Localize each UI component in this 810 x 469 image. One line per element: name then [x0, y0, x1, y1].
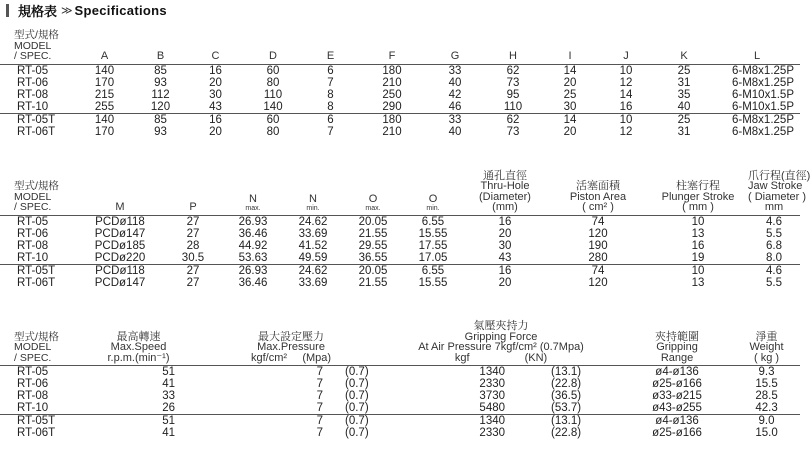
table-cell: (22.8): [551, 378, 582, 390]
model-header: 型式/規格 MODEL / SPEC.: [14, 29, 59, 62]
table-cell: 7: [316, 378, 323, 390]
table-cell: 49.59: [298, 251, 328, 264]
col-header-p: P: [189, 201, 197, 213]
table-cell: 85: [133, 64, 188, 77]
table-cell: 20: [498, 276, 512, 289]
table-cell: 41: [162, 427, 175, 439]
table-cell: 120: [588, 227, 608, 240]
table-cell: 28.5: [755, 390, 778, 402]
model-cell: RT-10: [17, 402, 49, 414]
table-cell: 24.62: [284, 215, 342, 228]
table-cell: 40: [677, 100, 691, 113]
table-cell: (0.7): [345, 427, 369, 439]
table-cell: 5480: [479, 402, 506, 414]
table-cell: 51: [76, 415, 201, 428]
table-cell: 74: [548, 215, 648, 228]
table-cell: 36.46: [238, 276, 268, 289]
table-cell: 7: [327, 76, 334, 89]
col-header-piston-area: 活塞面積 Piston Area ( cm² ): [569, 180, 627, 213]
col-header: A: [100, 50, 109, 62]
table-cell: PCDø147: [94, 276, 146, 289]
table-cell: 13: [691, 227, 705, 240]
table-cell: 10: [598, 64, 654, 77]
table-cell: (0.7): [345, 390, 369, 402]
table-cell: 6-M10x1.5P: [731, 88, 794, 101]
table-cell: 255: [94, 100, 115, 113]
table-cell: 3730: [479, 390, 506, 402]
table-cell: 110: [503, 100, 523, 113]
col-header-n-max: N max.: [245, 193, 261, 212]
table-cell: 1340: [381, 415, 511, 428]
table-cell: 26.93: [222, 215, 284, 228]
table-cell: 36.55: [358, 251, 388, 264]
table-cell: 46: [448, 100, 462, 113]
table-cell: 62: [484, 64, 542, 77]
table-cell: 6-M8x1.25P: [714, 113, 800, 126]
table-cell: ø25-ø166: [652, 427, 702, 439]
col-header: J: [623, 50, 629, 62]
table-cell: 21.55: [358, 276, 388, 289]
table-cell: 25: [654, 64, 714, 77]
table-cell: 26.93: [222, 264, 284, 277]
model-cell: RT-06T: [17, 125, 56, 138]
table-cell: PCDø220: [94, 251, 146, 264]
table-cell: 16: [462, 215, 548, 228]
table-cell: 20.05: [342, 264, 404, 277]
model-cell: RT-06: [17, 76, 49, 89]
table-cell: 16: [188, 113, 243, 126]
col-header: C: [211, 50, 220, 62]
table-cell: (22.8): [551, 427, 582, 439]
table-cell: 4.6: [748, 264, 800, 277]
table-cell: 60: [243, 64, 303, 77]
table-cell: 6-M8x1.25P: [731, 76, 794, 89]
spec-table-performance: [0, 321, 800, 439]
table-cell: 35: [677, 88, 691, 101]
table-cell: 27: [164, 215, 222, 228]
model-cell: RT-08: [17, 390, 49, 402]
table-cell: 180: [358, 64, 426, 77]
table-cell: 140: [263, 100, 283, 113]
col-header: D: [269, 50, 277, 62]
table-cell: 62: [484, 113, 542, 126]
table-cell: 10: [648, 264, 748, 277]
table-cell: PCDø118: [76, 215, 164, 228]
table-row: [0, 228, 800, 240]
table-cell: 31: [677, 76, 691, 89]
table-cell: PCDø147: [94, 227, 146, 240]
table-cell: 27: [186, 276, 200, 289]
table-cell: 74: [548, 264, 648, 277]
table-row: [0, 77, 800, 89]
table-cell: 6.55: [404, 215, 462, 228]
table-cell: ø33-ø215: [652, 390, 702, 402]
table-row: [0, 215, 800, 228]
table-row: [0, 264, 800, 277]
table-cell: PCDø185: [94, 239, 146, 252]
model-cell: RT-05: [0, 64, 76, 77]
table-cell: 93: [154, 76, 167, 89]
title-chinese: 規格表: [18, 4, 58, 20]
table-cell: 20: [563, 76, 577, 89]
model-header: 型式/規格 MODEL / SPEC.: [14, 330, 59, 364]
table-cell: 51: [76, 366, 201, 379]
table-cell: 250: [382, 88, 402, 101]
table-row: [0, 402, 800, 415]
table-row: [0, 113, 800, 126]
table-cell: 30: [563, 100, 577, 113]
table-cell: 53.63: [238, 251, 268, 264]
table-cell: (0.7): [331, 415, 381, 428]
col-header: I: [568, 50, 572, 62]
table-cell: 12: [619, 125, 633, 138]
table-cell: (0.7): [331, 366, 381, 379]
table-cell: ø4-ø136: [621, 366, 733, 379]
table-cell: 5.5: [766, 276, 782, 289]
table-cell: 6-M8x1.25P: [714, 64, 800, 77]
table-cell: 9.0: [733, 415, 800, 428]
table-cell: 41: [162, 378, 175, 390]
table-cell: 7: [327, 125, 334, 138]
table-cell: ø43-ø255: [652, 402, 702, 414]
table-cell: 170: [94, 125, 115, 138]
table-cell: 1340: [381, 366, 511, 379]
table-cell: 16: [462, 264, 548, 277]
table-cell: 29.55: [358, 239, 388, 252]
table-row: [0, 277, 800, 289]
table-cell: 95: [506, 88, 520, 101]
table-cell: 43: [209, 100, 222, 113]
col-header-n-min: N min.: [306, 193, 320, 212]
table-cell: 30: [498, 239, 512, 252]
model-cell: RT-05: [0, 366, 76, 379]
table-cell: 20: [209, 125, 222, 138]
col-header-thru-hole: 通孔直徑 Thru-Hole (Diameter) (mm): [479, 169, 531, 213]
table-cell: 15.0: [755, 427, 778, 439]
table-cell: 140: [76, 113, 133, 126]
table-cell: 10: [598, 113, 654, 126]
table-cell: 8: [327, 88, 334, 101]
table-cell: 6.55: [404, 264, 462, 277]
table-cell: 24.62: [284, 264, 342, 277]
table-cell: 80: [266, 125, 280, 138]
title-bar-marker: [6, 4, 9, 17]
spec-table-mounting: [0, 169, 810, 289]
table-cell: 190: [588, 239, 608, 252]
table-cell: 14: [542, 64, 598, 77]
table-cell: PCDø118: [76, 264, 164, 277]
table-cell: 15.55: [418, 276, 448, 289]
table-cell: 42: [448, 88, 462, 101]
table-cell: 210: [382, 76, 402, 89]
col-header-max-pressure: 最大設定壓力 Max.Pressure kgf/cm² (Mpa): [250, 330, 332, 364]
table-cell: 16: [188, 64, 243, 77]
table-cell: 20: [498, 227, 512, 240]
table-cell: 20: [563, 125, 577, 138]
table-row: [0, 64, 800, 77]
table-cell: ø4-ø136: [621, 415, 733, 428]
table-cell: 27: [164, 264, 222, 277]
table-cell: 33: [426, 64, 484, 77]
table-cell: (13.1): [511, 415, 621, 428]
table-cell: 33.69: [298, 276, 328, 289]
table-cell: 33: [426, 113, 484, 126]
table-cell: 120: [150, 100, 171, 113]
model-cell: RT-06T: [17, 276, 56, 289]
col-header-jaw-stroke: 爪行程(直徑) Jaw Stroke ( Diameter ) mm: [748, 169, 810, 213]
table-cell: 43: [498, 251, 512, 264]
table-row: [0, 89, 800, 101]
table-cell: 7: [316, 390, 323, 402]
table-cell: ø25-ø166: [652, 378, 702, 390]
table-cell: 120: [588, 276, 608, 289]
spec-table-dimensions: [0, 19, 800, 138]
table-cell: 6.8: [766, 239, 782, 252]
col-header: K: [680, 50, 688, 62]
title-arrow: ≫: [61, 4, 73, 17]
col-header-o-min: O min.: [426, 193, 440, 212]
table-row: [0, 415, 800, 428]
table-cell: 30: [209, 88, 222, 101]
table-cell: 15.5: [755, 378, 778, 390]
model-cell: RT-08: [17, 239, 49, 252]
table-cell: 170: [94, 76, 115, 89]
col-header: H: [509, 50, 517, 62]
model-cell: RT-10: [17, 100, 49, 113]
table-cell: 210: [382, 125, 402, 138]
table-row: [0, 252, 800, 265]
table-cell: 9.3: [733, 366, 800, 379]
table-cell: 80: [266, 76, 280, 89]
table-cell: 4.6: [748, 215, 800, 228]
table-row: [0, 427, 800, 439]
table-row: [0, 101, 800, 114]
table-cell: 7: [201, 366, 331, 379]
table-cell: 280: [588, 251, 608, 264]
table-cell: 8.0: [766, 251, 782, 264]
table-cell: 42.3: [755, 402, 778, 414]
table-cell: 15.55: [418, 227, 448, 240]
table-cell: 27: [186, 227, 200, 240]
col-header: L: [753, 50, 761, 62]
table-row: [0, 240, 800, 252]
model-cell: RT-05: [0, 215, 76, 228]
table-cell: (13.1): [511, 366, 621, 379]
table-cell: 140: [76, 64, 133, 77]
table-cell: 20.05: [342, 215, 404, 228]
col-header: F: [388, 50, 396, 62]
table-cell: 10: [648, 215, 748, 228]
model-cell: RT-05T: [0, 113, 76, 126]
table-cell: 19: [691, 251, 705, 264]
table-cell: 6: [303, 113, 358, 126]
table-cell: 16: [691, 239, 705, 252]
table-cell: 33: [162, 390, 175, 402]
model-cell: RT-06: [17, 378, 49, 390]
col-header-m: M: [115, 201, 125, 213]
table-cell: 21.55: [358, 227, 388, 240]
table-cell: 93: [154, 125, 167, 138]
col-header: G: [450, 50, 460, 62]
col-header-plunger-stroke: 柱塞行程 Plunger Stroke ( mm ): [661, 180, 735, 213]
table-row: [0, 126, 800, 138]
table-cell: 110: [263, 88, 283, 101]
model-header: 型式/規格 MODEL / SPEC.: [14, 180, 59, 213]
table-cell: 16: [619, 100, 633, 113]
table-cell: 40: [448, 76, 462, 89]
table-cell: 5.5: [766, 227, 782, 240]
model-cell: RT-05T: [0, 415, 76, 428]
table-cell: 2330: [479, 427, 506, 439]
col-header: B: [156, 50, 165, 62]
table-cell: 14: [542, 113, 598, 126]
model-cell: RT-10: [17, 251, 49, 264]
table-cell: 290: [382, 100, 402, 113]
model-cell: RT-06T: [17, 427, 56, 439]
table-cell: 7: [316, 427, 323, 439]
table-cell: (53.7): [551, 402, 582, 414]
table-cell: 20: [209, 76, 222, 89]
table-cell: 40: [448, 125, 462, 138]
table-cell: 7: [201, 415, 331, 428]
col-header-weight: 淨重 Weight ( kg ): [749, 330, 784, 364]
table-cell: 180: [358, 113, 426, 126]
table-cell: 73: [506, 125, 520, 138]
table-cell: 14: [619, 88, 633, 101]
table-cell: 6: [303, 64, 358, 77]
col-header-gripping-range: 夾持範圍 Gripping Range: [655, 330, 700, 364]
table-cell: 17.05: [418, 251, 448, 264]
table-cell: 31: [677, 125, 691, 138]
table-cell: 28: [186, 239, 200, 252]
table-cell: 2330: [479, 378, 506, 390]
title-english: Specifications: [74, 2, 167, 18]
table-cell: 85: [133, 113, 188, 126]
model-cell: RT-05T: [0, 264, 76, 277]
table-cell: 6-M8x1.25P: [731, 125, 794, 138]
table-row: [0, 390, 800, 402]
table-cell: 112: [151, 88, 170, 101]
model-cell: RT-06: [17, 227, 49, 240]
table-cell: 33.69: [298, 227, 328, 240]
table-cell: 41.52: [298, 239, 328, 252]
table-cell: (36.5): [551, 390, 582, 402]
table-cell: 60: [243, 113, 303, 126]
table-cell: 13: [691, 276, 705, 289]
table-cell: 17.55: [418, 239, 448, 252]
table-row: [0, 378, 800, 390]
table-cell: 73: [506, 76, 520, 89]
table-cell: 44.92: [238, 239, 268, 252]
model-cell: RT-08: [17, 88, 49, 101]
table-cell: 36.46: [238, 227, 268, 240]
table-cell: 7: [316, 402, 323, 414]
col-header: E: [326, 50, 335, 62]
table-cell: (0.7): [345, 402, 369, 414]
col-header-gripping-force: 氣壓夾持力 Gripping Force At Air Pressure 7kgf/cm² (0.7Mpa) kgf (KN): [418, 320, 584, 364]
table-cell: 8: [327, 100, 334, 113]
col-header-max-speed: 最高轉速 Max.Speed r.p.m.(min⁻¹): [107, 330, 170, 364]
table-cell: (0.7): [345, 378, 369, 390]
table-cell: 25: [654, 113, 714, 126]
table-cell: 12: [619, 76, 633, 89]
page-title: [6, 2, 167, 18]
table-cell: 215: [94, 88, 115, 101]
table-cell: 30.5: [181, 251, 205, 264]
table-cell: 25: [563, 88, 577, 101]
table-cell: 6-M10x1.5P: [731, 100, 794, 113]
table-row: [0, 366, 800, 379]
table-cell: 26: [162, 402, 175, 414]
col-header-o-max: O max.: [365, 193, 381, 212]
